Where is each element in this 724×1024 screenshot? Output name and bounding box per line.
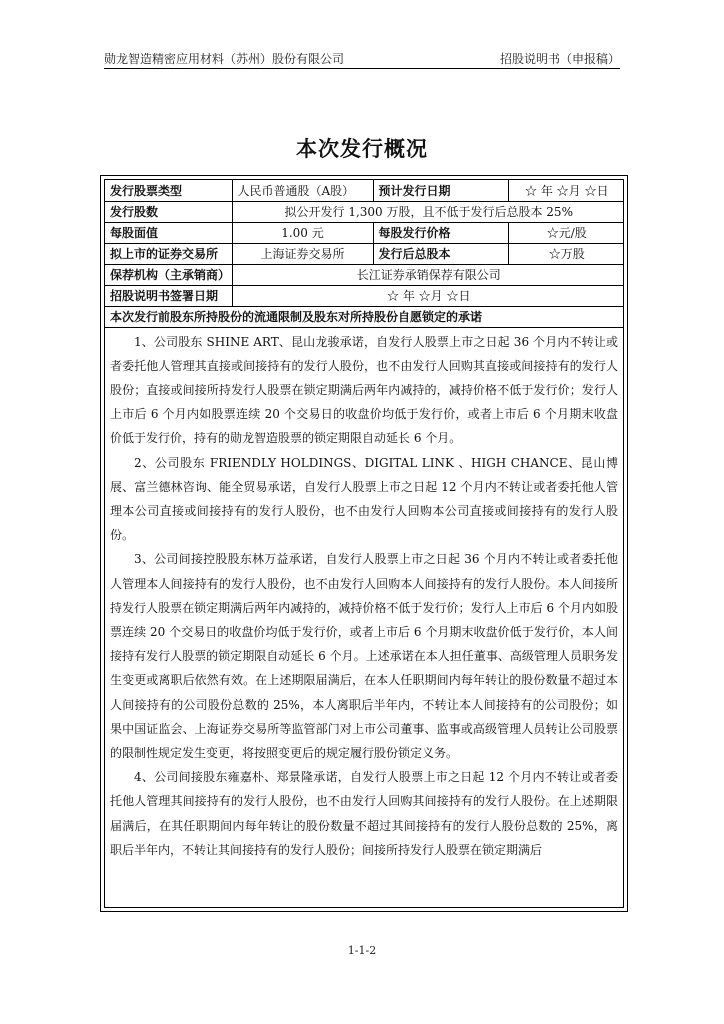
signing-date-label: 招股说明书签署日期 xyxy=(105,285,232,306)
total-shares-label: 发行后总股本 xyxy=(373,243,508,264)
sponsor-label: 保荐机构（主承销商） xyxy=(105,264,232,285)
signing-date-value: ☆ 年 ☆月 ☆日 xyxy=(232,285,624,306)
header-rule xyxy=(104,68,620,69)
par-value-label: 每股面值 xyxy=(105,222,232,243)
exchange-label: 拟上市的证券交易所 xyxy=(105,243,232,264)
header-document-type: 招股说明书（申报稿） xyxy=(499,52,620,66)
page-header xyxy=(104,50,620,67)
par-value-value: 1.00 元 xyxy=(232,222,373,243)
issue-date-value: ☆ 年 ☆月 ☆日 xyxy=(508,180,624,201)
lockup-commitment-heading: 本次发行前股东所持股份的流通限制及股东对所持股份自愿锁定的承诺 xyxy=(105,306,624,327)
table-row xyxy=(105,222,624,243)
table-row xyxy=(105,180,624,201)
commitment-paragraph: 3、公司间接控股股东林万益承诺，自发行人股票上市之日起 36 个月内不转让或者委托他人管理本人间接持有的发行人股份，也不由发行人回购本人间接持有的发行人股份。本人间接所持发行人股票在锁定期满后两年内减持的，减持价格不低于发行价；发行人上市后 6 个月内如股票连续 20 个交易日的收盘价均低于发行价，或者上市后 6 个月期末收盘价低于发行价，本人间接持有发行人股票的锁定期限自动延长 6 个月。上述承诺在本人担任董事、高级管理人员职务发生变更或离职后依然有效。在上述期限届满后，在本人任职期间内每年转让的股份数量不超过本人间接持有的公司股份总数的 25%，本人离职后半年内，不转让本人间接持有的公司股份；如果中国证监会、上海证券交易所等监管部门对上市公司董事、监事或高级管理人员转让公司股票的限制性规定发生变更，将按照变更后的规定履行股份锁定义务。 xyxy=(110,552,618,760)
table-row xyxy=(105,264,624,285)
table-row xyxy=(105,201,624,222)
header-company-name: 勋龙智造精密应用材料（苏州）股份有限公司 xyxy=(104,52,345,66)
lockup-commitments xyxy=(105,328,623,862)
issue-price-value: ☆元/股 xyxy=(508,222,624,243)
content-box xyxy=(104,179,624,908)
content-frame xyxy=(100,175,628,912)
commitment-paragraph: 2、公司股东 FRIENDLY HOLDINGS、DIGITAL LINK 、HIGH CHANCE、昆山博展、富兰德林咨询、能全贸易承诺，自发行人股票上市之日起 12 个月内不转让或者委托他人管理本公司直接或间接持有的发行人股份，也不由发行人回购本公司直接或间接持有的发行人股份。 xyxy=(110,455,618,543)
share-count-label: 发行股数 xyxy=(105,201,232,222)
issue-date-label: 预计发行日期 xyxy=(373,180,508,201)
table-row xyxy=(105,243,624,264)
stock-type-label: 发行股票类型 xyxy=(105,180,232,201)
commitment-paragraph: 1、公司股东 SHINE ART、昆山龙骏承诺，自发行人股票上市之日起 36 个月内不转让或者委托他人管理其直接或间接持有的发行人股份，也不由发行人回购其直接或间接持有的发行人股份；直接或间接所持发行人股票在锁定期满后两年内减持的，减持价格不低于发行价；发行人上市后 6 个月内如股票连续 20 个交易日的收盘价均低于发行价，或者上市后 6 个月期末收盘价低于发行价，持有的勋龙智造股票的锁定期限自动延长 6 个月。 xyxy=(110,334,618,446)
table-row xyxy=(105,306,624,327)
offering-summary-table xyxy=(105,180,624,328)
stock-type-value: 人民币普通股（A股） xyxy=(232,180,373,201)
page-number: 1-1-2 xyxy=(347,944,377,957)
sponsor-value: 长江证券承销保荐有限公司 xyxy=(232,264,624,285)
table-row xyxy=(105,285,624,306)
page-title: 本次发行概况 xyxy=(296,137,428,161)
share-count-value: 拟公开发行 1,300 万股，且不低于发行后总股本 25% xyxy=(232,201,624,222)
commitment-paragraph: 4、公司间接股东雍嘉朴、郑景隆承诺，自发行人股票上市之日起 12 个月内不转让或者委托他人管理其间接持有的发行人股份，也不由发行人回购其间接持有的发行人股份。在上述期限届满后，在其任职期间内每年转让的股份数量不超过其间接持有的发行人股份总数的 25%，离职后半年内，不转让其间接持有的发行人股份；间接所持发行人股票在锁定期满后 xyxy=(110,770,618,857)
issue-price-label: 每股发行价格 xyxy=(373,222,508,243)
total-shares-value: ☆万股 xyxy=(508,243,624,264)
exchange-value: 上海证券交易所 xyxy=(232,243,373,264)
